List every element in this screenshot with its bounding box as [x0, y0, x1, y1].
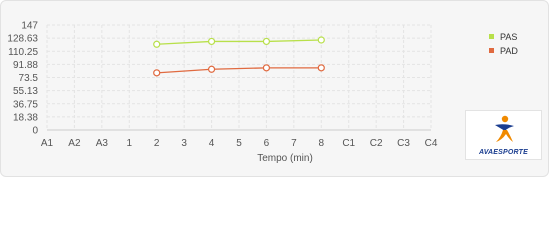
legend-item-pas[interactable] — [489, 30, 539, 43]
legend — [489, 30, 539, 58]
x-axis-ticks — [41, 138, 438, 149]
grid — [47, 25, 431, 130]
y-tick-label: 18.38 — [12, 112, 38, 124]
y-tick-label: 73.5 — [18, 73, 38, 84]
legend-label: PAD — [500, 45, 518, 56]
data-point-pad[interactable] — [154, 70, 160, 76]
y-tick-label: 110.25 — [8, 46, 38, 58]
data-point-pad[interactable] — [263, 65, 269, 71]
data-point-pas[interactable] — [263, 38, 269, 44]
data-point-pad[interactable] — [209, 66, 215, 72]
data-point-pad[interactable] — [318, 65, 324, 71]
x-tick-label: A3 — [95, 138, 108, 149]
data-point-pas[interactable] — [209, 38, 215, 44]
x-tick-label: C1 — [342, 138, 356, 149]
data-point-pas[interactable] — [318, 37, 324, 43]
data-point-pas[interactable] — [154, 41, 160, 47]
x-tick-label: 6 — [263, 138, 270, 149]
avaesporte-logo — [465, 110, 542, 160]
x-tick-label: 3 — [181, 138, 187, 149]
y-tick-label: 0 — [32, 125, 38, 137]
y-tick-label: 55.13 — [12, 86, 38, 98]
y-tick-label: 128.63 — [7, 33, 38, 45]
y-tick-label: 147 — [21, 20, 38, 32]
y-tick-label: 36.75 — [12, 99, 38, 111]
x-tick-label: 4 — [208, 138, 215, 149]
y-tick-label: 91.88 — [12, 59, 38, 71]
x-tick-label: A2 — [68, 138, 81, 149]
x-tick-label: 1 — [126, 138, 133, 149]
legend-swatch — [489, 48, 494, 53]
x-tick-label: 7 — [291, 138, 297, 149]
x-tick-label: C4 — [424, 138, 438, 149]
logo-text: AVAESPORTE — [478, 149, 529, 156]
x-tick-label: 5 — [236, 138, 242, 149]
x-tick-label: C2 — [369, 138, 383, 149]
legend-label: PAS — [500, 31, 518, 42]
y-axis-ticks — [7, 21, 38, 137]
legend-item-pad[interactable] — [489, 44, 539, 57]
x-tick-label: 8 — [318, 138, 325, 149]
x-tick-label: C3 — [397, 138, 410, 149]
x-tick-label: 2 — [153, 138, 160, 149]
legend-swatch — [489, 34, 494, 39]
athlete-icon — [490, 115, 518, 145]
x-axis-title: Tempo (min) — [257, 153, 313, 164]
x-tick-label: A1 — [40, 138, 54, 149]
